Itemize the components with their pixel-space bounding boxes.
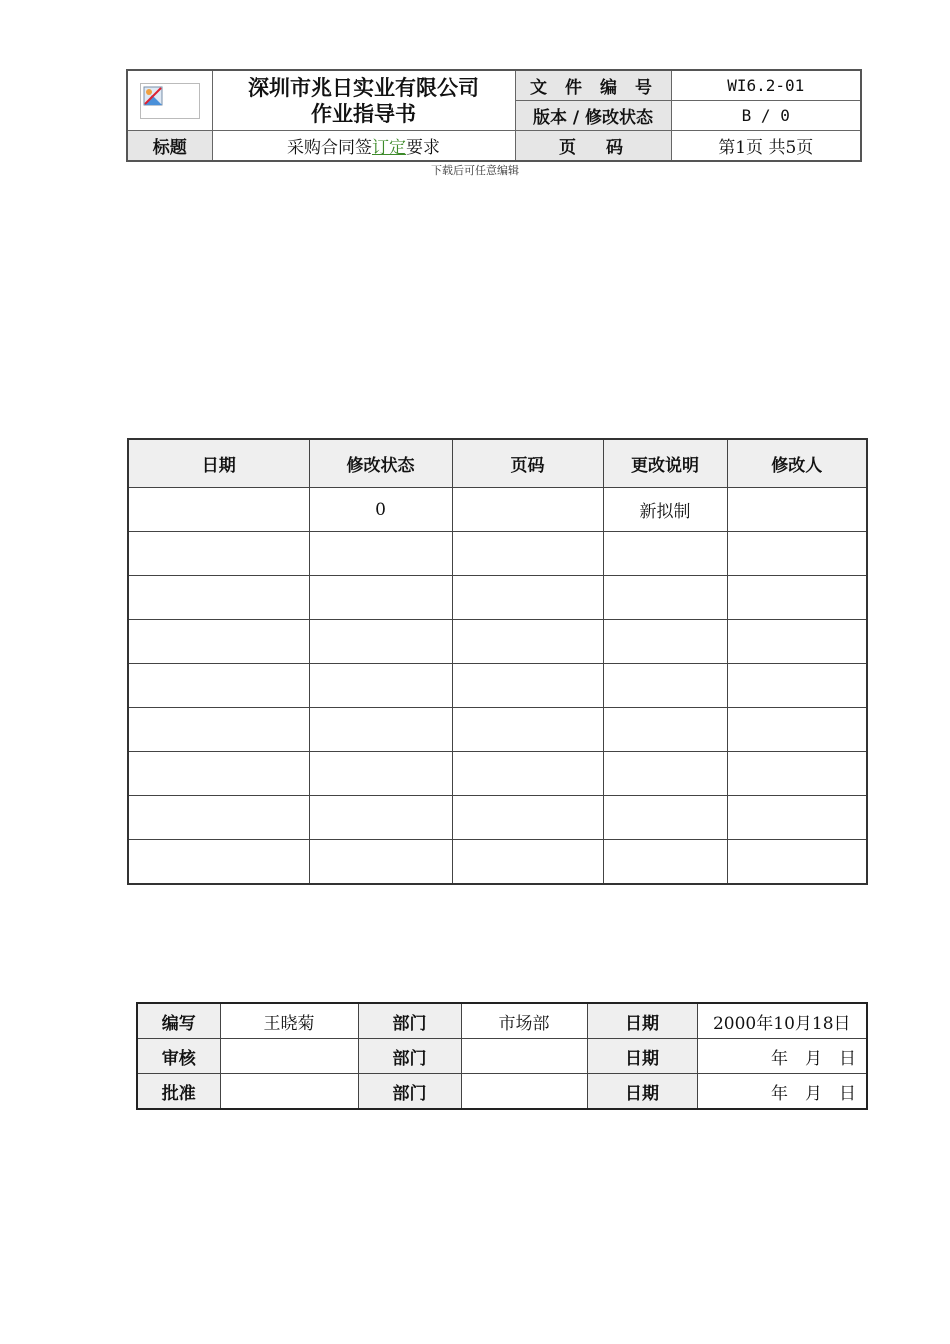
download-note: 下载后可任意编辑 [431,164,519,177]
page-label: 页码 [515,131,671,162]
col-header-status: 修改状态 [309,439,452,488]
signoff-row [137,1074,867,1110]
cell-change-note: 新拟制 [603,488,727,532]
cell-change-note [603,664,727,708]
table-row [128,708,867,752]
table-row [128,796,867,840]
role-label: 批准 [137,1074,220,1110]
cell-page [452,620,603,664]
signoff-row [137,1003,867,1039]
subject-label: 标题 [127,131,212,162]
cell-editor [727,796,867,840]
cell-status [309,708,452,752]
cell-page [452,488,603,532]
cell-change-note [603,752,727,796]
role-label: 审核 [137,1039,220,1074]
dept-label: 部门 [358,1003,461,1039]
cell-change-note [603,840,727,885]
logo-cell [127,70,212,131]
cell-status [309,620,452,664]
cell-status [309,576,452,620]
cell-editor [727,752,867,796]
cell-change-note [603,532,727,576]
cell-editor [727,576,867,620]
signoff-row [137,1039,867,1074]
cell-page [452,532,603,576]
cell-editor [727,664,867,708]
cell-change-note [603,796,727,840]
cell-status [309,840,452,885]
document-type: 作业指导书 [311,101,416,126]
cell-date [128,488,309,532]
subject-text-end: 要求 [406,138,440,158]
cell-editor [727,532,867,576]
cell-date [128,576,309,620]
dept-value [461,1039,587,1074]
col-header-date: 日期 [128,439,309,488]
doc-number-value: WI6.2-01 [671,70,861,101]
table-row [128,620,867,664]
cell-date [128,796,309,840]
cell-status [309,752,452,796]
table-row [128,664,867,708]
cell-date [128,532,309,576]
cell-status [309,796,452,840]
revision-table [127,438,868,885]
version-label: 版本 / 修改状态 [515,101,671,131]
date-value: 年 月 日 [697,1039,867,1074]
cell-date [128,840,309,885]
col-header-editor: 修改人 [727,439,867,488]
table-row [128,576,867,620]
cell-editor [727,840,867,885]
cell-editor [727,708,867,752]
table-row [128,532,867,576]
cell-status [309,664,452,708]
cell-page [452,796,603,840]
date-value: 年 月 日 [697,1074,867,1110]
page-value: 第1页 共5页 [671,131,861,162]
cell-change-note [603,576,727,620]
cell-editor [727,620,867,664]
broken-image-icon [140,83,200,119]
dept-value: 市场部 [461,1003,587,1039]
person-name [220,1039,358,1074]
role-label: 编写 [137,1003,220,1039]
company-title-cell [212,70,515,131]
version-value: B / 0 [671,101,861,131]
cell-page [452,840,603,885]
date-label: 日期 [587,1003,697,1039]
date-value: 2000年10月18日 [697,1003,867,1039]
table-row [128,488,867,532]
date-label: 日期 [587,1039,697,1074]
cell-editor [727,488,867,532]
dept-label: 部门 [358,1039,461,1074]
dept-label: 部门 [358,1074,461,1110]
cell-date [128,620,309,664]
cell-change-note [603,620,727,664]
document-header [126,69,862,162]
person-name [220,1074,358,1110]
cell-change-note [603,708,727,752]
subject-highlight: 订定 [372,138,406,158]
table-row [128,752,867,796]
cell-date [128,664,309,708]
col-header-change-note: 更改说明 [603,439,727,488]
revision-header-row [128,439,867,488]
date-label: 日期 [587,1074,697,1110]
cell-page [452,752,603,796]
cell-status: 0 [309,488,452,532]
cell-page [452,664,603,708]
dept-value [461,1074,587,1110]
table-row [128,840,867,885]
subject-text-start: 采购合同签 [287,138,372,158]
cell-page [452,708,603,752]
doc-number-label: 文件编号 [515,70,671,101]
cell-date [128,708,309,752]
col-header-page: 页码 [452,439,603,488]
cell-status [309,532,452,576]
cell-page [452,576,603,620]
subject-value [212,131,515,162]
signoff-table [136,1002,868,1110]
company-name: 深圳市兆日实业有限公司 [248,75,479,100]
person-name: 王晓菊 [220,1003,358,1039]
cell-date [128,752,309,796]
